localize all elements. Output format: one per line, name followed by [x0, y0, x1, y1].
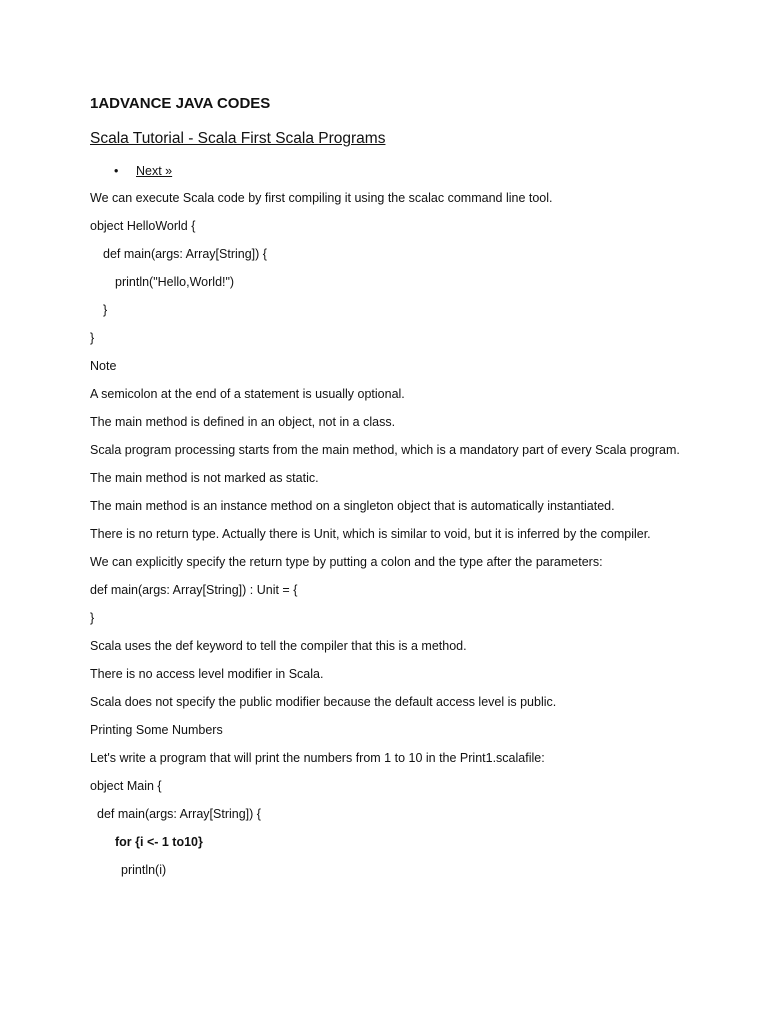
code-line: object Main { [90, 779, 162, 793]
paragraph: The main method is defined in an object, not in a class. [90, 415, 396, 429]
code-line: } [90, 611, 95, 625]
next-link[interactable]: Next » [136, 164, 173, 178]
code-line: def main(args: Array[String]) { [97, 807, 261, 821]
section-heading: Printing Some Numbers [90, 723, 223, 737]
paragraph-intro: We can execute Scala code by first compiling it using the scalac command line tool. [90, 191, 553, 205]
paragraph: The main method is an instance method on a singleton object that is automatically instantiated. [90, 499, 615, 513]
code-line: } [103, 303, 108, 317]
code-line: def main(args: Array[String]) { [103, 247, 267, 261]
paragraph: We can explicitly specify the return type by putting a colon and the type after the parameters: [90, 555, 603, 569]
code-line: for {i <- 1 to10} [115, 835, 203, 849]
next-nav-item [90, 161, 700, 181]
paragraph: Scala uses the def keyword to tell the compiler that this is a method. [90, 639, 467, 653]
paragraph: A semicolon at the end of a statement is usually optional. [90, 387, 405, 401]
paragraph: Scala does not specify the public modifier because the default access level is public. [90, 695, 557, 709]
paragraph: The main method is not marked as static. [90, 471, 319, 485]
document-heading: 1ADVANCE JAVA CODES [90, 95, 271, 112]
code-line: def main(args: Array[String]) : Unit = { [90, 583, 298, 597]
paragraph: Let's write a program that will print the numbers from 1 to 10 in the Print1.scalafile: [90, 751, 545, 765]
code-line: println(i) [121, 863, 167, 877]
note-heading: Note [90, 359, 117, 373]
code-line: } [90, 331, 95, 345]
paragraph: There is no access level modifier in Scala. [90, 667, 324, 681]
tutorial-title: Scala Tutorial - Scala First Scala Programs [90, 130, 386, 147]
code-line: object HelloWorld { [90, 219, 196, 233]
code-line: println("Hello,World!") [115, 275, 235, 289]
paragraph: There is no return type. Actually there is Unit, which is similar to void, but it is inferred by the compiler. [90, 527, 651, 541]
bullet-icon: • [114, 164, 119, 178]
document-page [90, 94, 700, 890]
paragraph: Scala program processing starts from the main method, which is a mandatory part of every Scala program. [90, 443, 680, 457]
